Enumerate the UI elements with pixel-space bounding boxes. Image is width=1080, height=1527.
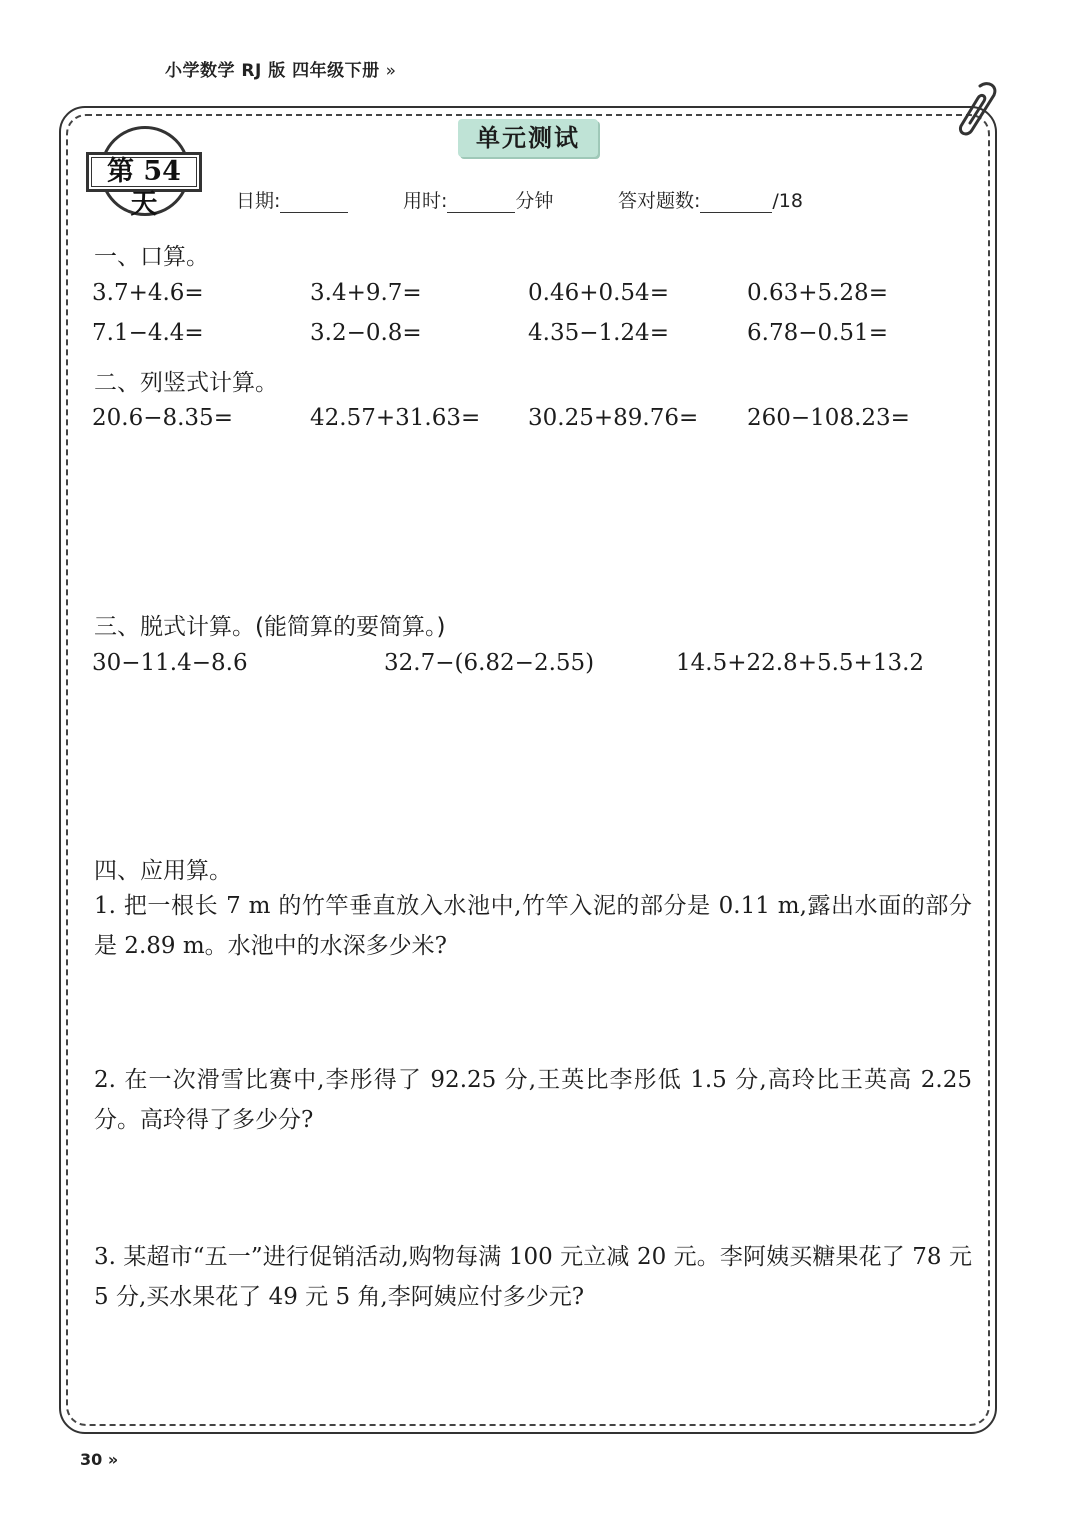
word-problem-3: 3. 某超市“五一”进行促销活动,购物每满 100 元立减 20 元。李阿姨买糖果花了 78 元 5 分,买水果花了 49 元 5 角,李阿姨应付多少元? [94,1244,972,1310]
step-calc-item: 32.7−(6.82−2.55) [384,650,595,676]
time-label: 用时: [403,190,448,212]
section-4-heading: 四、应用算。 [94,858,232,884]
section-3-heading: 三、脱式计算。(能简算的要简算。) [94,614,446,640]
section-1-heading: 一、口算。 [94,244,209,270]
vertical-calc-item: 20.6−8.35= [92,405,233,431]
word-problem-2: 2. 在一次滑雪比赛中,李彤得了 92.25 分,王英比李彤低 1.5 分,高玲比王英高 2.25 分。高玲得了多少分? [94,1067,972,1133]
vertical-calc-item: 30.25+89.76= [528,405,699,431]
time-field [403,186,553,213]
score-total: /18 [772,190,803,212]
paperclip-icon [950,80,1002,140]
mental-calc-item: 6.78−0.51= [747,320,888,346]
chevron-right-icon: » [107,1450,119,1469]
time-unit: 分钟 [515,190,554,212]
word-problem-1: 1. 把一根长 7 m 的竹竿垂直放入水池中,竹竿入泥的部分是 0.11 m,露出水面的部分是 2.89 m。水池中的水深多少米? [94,893,972,959]
chevron-right-icon: » [385,61,397,81]
score-field [618,186,803,213]
mental-calc-item: 0.46+0.54= [528,280,669,306]
mental-calc-item: 3.7+4.6= [92,280,204,306]
time-blank[interactable] [447,192,515,213]
vertical-calc-item: 42.57+31.63= [310,405,481,431]
score-label: 答对题数: [618,190,701,212]
mental-calc-item: 3.4+9.7= [310,280,422,306]
page-number [80,1450,118,1469]
mental-calc-item: 7.1−4.4= [92,320,204,346]
unit-test-title: 单元测试 [458,119,598,157]
day-badge-label: 第 54 天 [86,152,202,192]
mental-calc-item: 4.35−1.24= [528,320,669,346]
worksheet-frame-inner [66,114,990,1426]
running-header-title: 小学数学 RJ 版 四年级下册 [165,61,380,81]
date-blank[interactable] [280,192,348,213]
day-badge [84,126,204,222]
date-field [236,186,348,213]
mental-calc-item: 0.63+5.28= [747,280,888,306]
running-header [165,56,397,81]
date-label: 日期: [236,190,281,212]
vertical-calc-item: 260−108.23= [747,405,910,431]
step-calc-item: 14.5+22.8+5.5+13.2 [676,650,925,676]
mental-calc-item: 3.2−0.8= [310,320,422,346]
step-calc-item: 30−11.4−8.6 [92,650,248,676]
page-number-value: 30 [80,1450,103,1469]
section-2-heading: 二、列竖式计算。 [94,370,278,396]
score-blank[interactable] [700,192,772,213]
